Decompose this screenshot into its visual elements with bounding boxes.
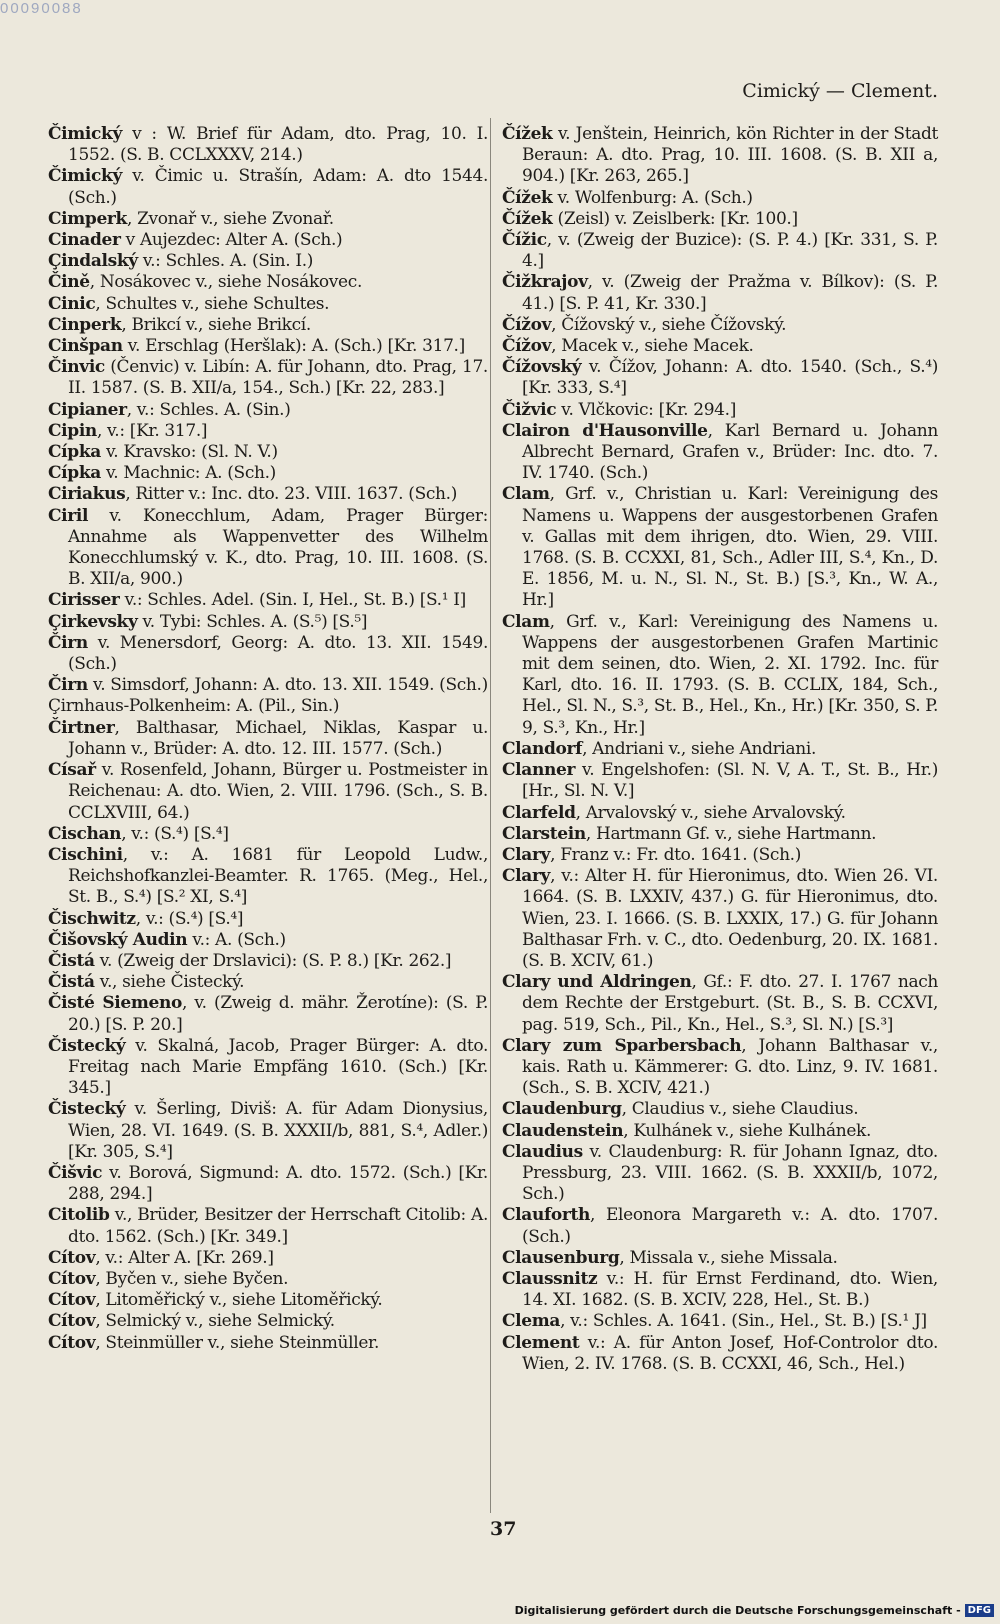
entry-headword: Çirkevsky bbox=[48, 611, 138, 632]
register-entry: Cítov, v.: Alter A. [Kr. 269.] bbox=[48, 1247, 274, 1268]
entry-headword: Čině bbox=[48, 272, 90, 293]
entry-headword: Cischan bbox=[48, 823, 122, 844]
entry-headword: Čistecký bbox=[48, 1035, 126, 1056]
register-entry: Clary und Aldringen, Gf.: F. dto. 27. I. 1767 nach dem Rechte der Erstgeburt. (St. B., S. B. CCXVI, pag. 519, Sch., Pil., Kn., Hel., S.³, Sl. N.) [S.³] bbox=[502, 972, 938, 1035]
running-header: Cimický — Clement. bbox=[742, 80, 938, 102]
entry-headword: Čížov bbox=[502, 336, 552, 357]
register-entry: Čině, Nosákovec v., siehe Nosákovec. bbox=[48, 272, 362, 293]
register-entry: Clary zum Sparbersbach, Johann Balthasar v., kais. Rath u. Kämmerer: G. dto. Linz, 9. IV. 1681. (Sch., S. B. XCIV, 421.) bbox=[502, 1035, 938, 1099]
register-entry: Čistá v., siehe Čistecký. bbox=[48, 972, 245, 993]
register-entry: Cipin, v.: [Kr. 317.] bbox=[48, 420, 208, 441]
entry-headword: Čížek bbox=[502, 187, 553, 208]
register-entry: Cipianer, v.: Schles. A. (Sin.) bbox=[48, 399, 291, 420]
register-entry: Cítov, Selmický v., siehe Selmický. bbox=[48, 1311, 335, 1332]
register-entry: Cinperk, Brikcí v., siehe Brikcí. bbox=[48, 314, 311, 335]
register-entry: Clarstein, Hartmann Gf. v., siehe Hartmann. bbox=[502, 823, 877, 844]
register-entry: Clarfeld, Arvalovský v., siehe Arvalovský. bbox=[502, 802, 846, 823]
page-number: 37 bbox=[490, 1518, 517, 1540]
entry-headword: Clarfeld bbox=[502, 802, 576, 823]
entry-headword: Clary bbox=[502, 866, 551, 887]
entry-headword: Cipianer bbox=[48, 399, 127, 420]
scan-number: 00090088 bbox=[0, 0, 83, 17]
register-entry: Čížovský v. Čížov, Johann: A. dto. 1540. (Sch., S.⁴) [Kr. 333, S.⁴] bbox=[502, 357, 938, 399]
register-entry: Čirn v. Simsdorf, Johann: A. dto. 13. XII. 1549. (Sch.) bbox=[48, 675, 488, 696]
entry-headword: Clement bbox=[502, 1332, 580, 1353]
register-entry: Čížov, Macek v., siehe Macek. bbox=[502, 336, 754, 357]
register-entry: Claudenburg, Claudius v., siehe Claudius. bbox=[502, 1099, 859, 1120]
entry-headword: Clary zum Sparbersbach bbox=[502, 1035, 742, 1056]
entry-headword: Čirn bbox=[48, 675, 88, 696]
left-column bbox=[48, 124, 488, 1354]
entry-headword: Cirisser bbox=[48, 590, 120, 611]
register-entry: Citolib v., Brüder, Besitzer der Herrschaft Citolib: A. dto. 1562. (Sch.) [Kr. 349.] bbox=[48, 1205, 488, 1247]
register-entry: Čistecký v. Skalná, Jacob, Prager Bürger: A. dto. Freitag nach Marie Empfäng 1610. (Sch.) [Kr. 345.] bbox=[48, 1035, 488, 1099]
entry-headword: Claudius bbox=[502, 1141, 583, 1162]
entry-headword: Clauforth bbox=[502, 1205, 591, 1226]
register-entry: Cítov, Steinmüller v., siehe Steinmüller. bbox=[48, 1332, 380, 1353]
register-entry: Clary, Franz v.: Fr. dto. 1641. (Sch.) bbox=[502, 844, 802, 865]
entry-headword: Clam bbox=[502, 611, 550, 632]
entry-headword: Claudenburg bbox=[502, 1099, 622, 1120]
entry-headword: Čížovský bbox=[502, 357, 582, 378]
register-entry: Cítov, Litoměřický v., siehe Litoměřický. bbox=[48, 1290, 383, 1311]
register-entry: Čischwitz, v.: (S.⁴) [S.⁴] bbox=[48, 908, 244, 929]
register-entry: Clam, Grf. v., Karl: Vereinigung des Namens u. Wappens der ausgestorbenen Grafen Martinic mit dem seinen, dto. Wien, 2. XI. 1792. Inc. für Karl, dto. 16. II. 1793. (S. B. CCLIX, 184, Sch., Hel., Sl. N., S.³, St. B., Hel., Kn., Hr.) [Kr. 350, S. P. 9, S.³, Kn., Hr.] bbox=[502, 611, 938, 738]
entry-headword: Clarstein bbox=[502, 823, 586, 844]
entry-headword: Clema bbox=[502, 1311, 561, 1332]
register-entry: Cípka v. Kravsko: (Sl. N. V.) bbox=[48, 442, 278, 463]
entry-headword: Čižkrajov bbox=[502, 272, 588, 293]
entry-headword: Cítov bbox=[48, 1311, 96, 1332]
entry-headword: Cípka bbox=[48, 442, 101, 463]
entry-headword: Čistecký bbox=[48, 1099, 126, 1120]
entry-headword: Clausenburg bbox=[502, 1247, 620, 1268]
register-entry: Ciril v. Konecchlum, Adam, Prager Bürger: Annahme als Wappenvetter des Wilhelm Konecchlumský v. K., dto. Prag, 10. III. 1608. (S. B. XII/a, 900.) bbox=[48, 505, 488, 590]
register-entry: Čišvic v. Borová, Sigmund: A. dto. 1572. (Sch.) [Kr. 288, 294.] bbox=[48, 1162, 488, 1205]
register-entry: Claussnitz v.: H. für Ernst Ferdinand, dto. Wien, 14. XI. 1682. (S. B. XCIV, 228, Hel., St. B.) bbox=[502, 1268, 938, 1311]
register-entry: Çirkevsky v. Tybi: Schles. A. (S.⁵) [S.⁵] bbox=[48, 611, 368, 632]
entry-headword: Čížic bbox=[502, 230, 547, 251]
entry-headword: Cischini bbox=[48, 844, 123, 865]
register-entry: Clam, Grf. v., Christian u. Karl: Vereinigung des Namens u. Wappens der ausgestorbenen Grafen v. Gallas mit dem ihrigen, dto. Wien, 29. VIII. 1768. (S. B. CCXXI, 81, Sch., Adler III, S.⁴, Kn., D. E. 1856, M. u. N., Sl. N., St. B.) [S.³, Kn., W. A., Hr.] bbox=[502, 484, 938, 611]
entry-headword: Čížov bbox=[502, 314, 552, 335]
register-entry: Čížek (Zeisl) v. Zeislberk: [Kr. 100.] bbox=[502, 208, 798, 229]
entry-headword: Claussnitz bbox=[502, 1268, 598, 1289]
entry-headword: Čirtner bbox=[48, 717, 115, 738]
footer-text: Digitalisierung gefördert durch die Deutsche Forschungsgemeinschaft - bbox=[514, 1603, 961, 1617]
entry-headword: Ciriakus bbox=[48, 484, 126, 505]
register-entry: Čirtner, Balthasar, Michael, Niklas, Kaspar u. Johann v., Brüder: A. dto. 12. III. 1577. (Sch.) bbox=[48, 717, 488, 759]
register-entry: Claudius v. Claudenburg: R. für Johann Ignaz, dto. Pressburg, 23. VIII. 1662. (S. B. XXXII/b, 1072, Sch.) bbox=[502, 1141, 938, 1205]
footer bbox=[515, 1602, 994, 1618]
entry-headword: Cinšpan bbox=[48, 336, 123, 357]
entry-headword: Čišovský Audin bbox=[48, 929, 188, 950]
register-entry: Čížek v. Wolfenburg: A. (Sch.) bbox=[502, 187, 753, 208]
register-entry: Çirnhaus-Polkenheim: A. (Pil., Sin.) bbox=[48, 696, 340, 717]
entry-headword: Čižvic bbox=[502, 399, 557, 420]
register-entry: Cinader v Aujezdec: Alter A. (Sch.) bbox=[48, 230, 343, 251]
entry-headword: Çindalský bbox=[48, 251, 138, 272]
register-entry: Čistecký v. Šerling, Diviš: A. für Adam Dionysius, Wien, 28. VI. 1649. (S. B. XXXII/b, 881, S.⁴, Adler.) [Kr. 305, S.⁴] bbox=[48, 1099, 488, 1162]
entry-headword: Clary und Aldringen bbox=[502, 972, 692, 993]
register-entry: Clauforth, Eleonora Margareth v.: A. dto. 1707. (Sch.) bbox=[502, 1205, 938, 1247]
entry-headword: Cimperk bbox=[48, 208, 127, 229]
entry-headword: Čížek bbox=[502, 124, 553, 144]
entry-headword: Cinperk bbox=[48, 314, 122, 335]
entry-headword: Čisté Siemeno bbox=[48, 993, 182, 1014]
register-entry: Cítov, Byčen v., siehe Byčen. bbox=[48, 1268, 289, 1289]
register-entry: Čimický v. Čimic u. Strašín, Adam: A. dto 1544. (Sch.) bbox=[48, 166, 488, 208]
register-entry: Čižkrajov, v. (Zweig der Pražma v. Bílkov): (S. P. 41.) [S. P. 41, Kr. 330.] bbox=[502, 272, 938, 314]
register-entry: Císař v. Rosenfeld, Johann, Bürger u. Postmeister in Reichenau: A. dto. Wien, 2. VIII. 1796. (Sch., S. B. CCLXVIII, 64.) bbox=[48, 760, 488, 823]
register-entry: Čižvic v. Vlčkovic: [Kr. 294.] bbox=[502, 399, 736, 420]
column-divider bbox=[490, 118, 491, 1513]
register-entry: Cinic, Schultes v., siehe Schultes. bbox=[48, 293, 330, 314]
register-entry: Cirisser v.: Schles. Adel. (Sin. I, Hel., St. B.) [S.¹ I] bbox=[48, 590, 466, 611]
entry-headword: Clanner bbox=[502, 760, 576, 781]
register-entry: Çindalský v.: Schles. A. (Sin. I.) bbox=[48, 251, 314, 272]
register-entry: Činvic (Čenvic) v. Libín: A. für Johann, dto. Prag, 17. II. 1587. (S. B. XII/a, 154., Sch.) [Kr. 22, 283.] bbox=[48, 357, 488, 399]
register-entry: Čisté Siemeno, v. (Zweig d. mähr. Žerotíne): (S. P. 20.) [S. P. 20.] bbox=[48, 993, 488, 1035]
right-column bbox=[502, 124, 938, 1375]
entry-headword: Clandorf bbox=[502, 738, 583, 759]
entry-headword: Citolib bbox=[48, 1205, 110, 1226]
register-entry: Cinšpan v. Erschlag (Heršlak): A. (Sch.) [Kr. 317.] bbox=[48, 336, 465, 357]
register-entry: Čišovský Audin v.: A. (Sch.) bbox=[48, 929, 286, 950]
register-entry: Claudenstein, Kulhánek v., siehe Kulhánek. bbox=[502, 1120, 872, 1141]
register-entry: Clausenburg, Missala v., siehe Missala. bbox=[502, 1247, 838, 1268]
register-entry: Čimický v : W. Brief für Adam, dto. Prag, 10. I. 1552. (S. B. CCLXXXV, 214.) bbox=[48, 124, 488, 166]
entry-headword: Claudenstein bbox=[502, 1120, 624, 1141]
entry-headword: Čížek bbox=[502, 208, 553, 229]
entry-headword: Čischwitz bbox=[48, 908, 136, 929]
entry-headword: Čistá bbox=[48, 950, 95, 971]
register-entry: Ciriakus, Ritter v.: Inc. dto. 23. VIII. 1637. (Sch.) bbox=[48, 484, 457, 505]
register-entry: Čížov, Čížovský v., siehe Čížovský. bbox=[502, 314, 787, 335]
register-entry: Clary, v.: Alter H. für Hieronimus, dto. Wien 26. VI. 1664. (S. B. LXXIV, 437.) G. für Hieronimus, dto. Wien, 23. I. 1666. (S. B. LXXIX, 17.) G. für Johann Balthasar Frh. v. C., dto. Oedenburg, 20. IX. 1681. (S. B. XCIV, 61.) bbox=[502, 866, 938, 971]
register-entry: Cischan, v.: (S.⁴) [S.⁴] bbox=[48, 823, 229, 844]
register-entry: Cípka v. Machnic: A. (Sch.) bbox=[48, 463, 276, 484]
entry-headword: Čišvic bbox=[48, 1162, 103, 1183]
register-entry: Clement v.: A. für Anton Josef, Hof-Controlor dto. Wien, 2. IV. 1768. (S. B. CCXXI, 46, Sch., Hel.) bbox=[502, 1332, 938, 1374]
entry-headword: Cípka bbox=[48, 463, 101, 484]
register-entry: Clanner v. Engelshofen: (Sl. N. V, A. T., St. B., Hr.) [Hr., Sl. N. V.] bbox=[502, 760, 938, 802]
entry-headword: Cinic bbox=[48, 293, 96, 314]
register-entry: Čížek v. Jenštein, Heinrich, kön Richter in der Stadt Beraun: A. dto. Prag, 10. III. 1608. (S. B. XII a, 904.) [Kr. 263, 265.] bbox=[502, 124, 938, 187]
entry-headword: Císař bbox=[48, 760, 96, 781]
entry-headword: Čistá bbox=[48, 972, 95, 993]
register-entry: Čirn v. Menersdorf, Georg: A. dto. 13. XII. 1549. (Sch.) bbox=[48, 632, 488, 675]
entry-headword: Cítov bbox=[48, 1268, 96, 1289]
register-entry: Čížic, v. (Zweig der Buzice): (S. P. 4.) [Kr. 331, S. P. 4.] bbox=[502, 230, 938, 272]
entry-headword: Čimický bbox=[48, 166, 122, 187]
register-entry: Clandorf, Andriani v., siehe Andriani. bbox=[502, 738, 816, 759]
entry-headword: Cipin bbox=[48, 420, 97, 441]
entry-headword: Čirn bbox=[48, 632, 88, 653]
entry-headword: Clary bbox=[502, 844, 551, 865]
entry-headword: Ciril bbox=[48, 505, 89, 526]
entry-headword: Činvic bbox=[48, 357, 105, 378]
entry-headword: Cinader bbox=[48, 230, 121, 251]
register-entry: Clema, v.: Schles. A. 1641. (Sin., Hel., St. B.) [S.¹ J] bbox=[502, 1311, 927, 1332]
register-entry: Cimperk, Zvonař v., siehe Zvonař. bbox=[48, 208, 334, 229]
entry-headword: Cítov bbox=[48, 1290, 96, 1311]
register-entry: Čistá v. (Zweig der Drslavici): (S. P. 8.) [Kr. 262.] bbox=[48, 950, 452, 971]
entry-headword: Čimický bbox=[48, 124, 122, 144]
register-entry: Clairon d'Hausonville, Karl Bernard u. Johann Albrecht Bernard, Grafen v., Brüder: Inc. dto. 7. IV. 1740. (Sch.) bbox=[502, 420, 938, 484]
entry-headword: Clam bbox=[502, 484, 550, 505]
entry-headword: Clairon d'Hausonville bbox=[502, 420, 708, 441]
dfg-logo: DFG bbox=[965, 1604, 994, 1617]
register-entry: Cischini, v.: A. 1681 für Leopold Ludw., Reichshofkanzlei-Beamter. R. 1765. (Meg., Hel., St. B., S.⁴) [S.² XI, S.⁴] bbox=[48, 844, 488, 908]
entry-headword: Cítov bbox=[48, 1247, 96, 1268]
entry-headword: Cítov bbox=[48, 1332, 96, 1353]
